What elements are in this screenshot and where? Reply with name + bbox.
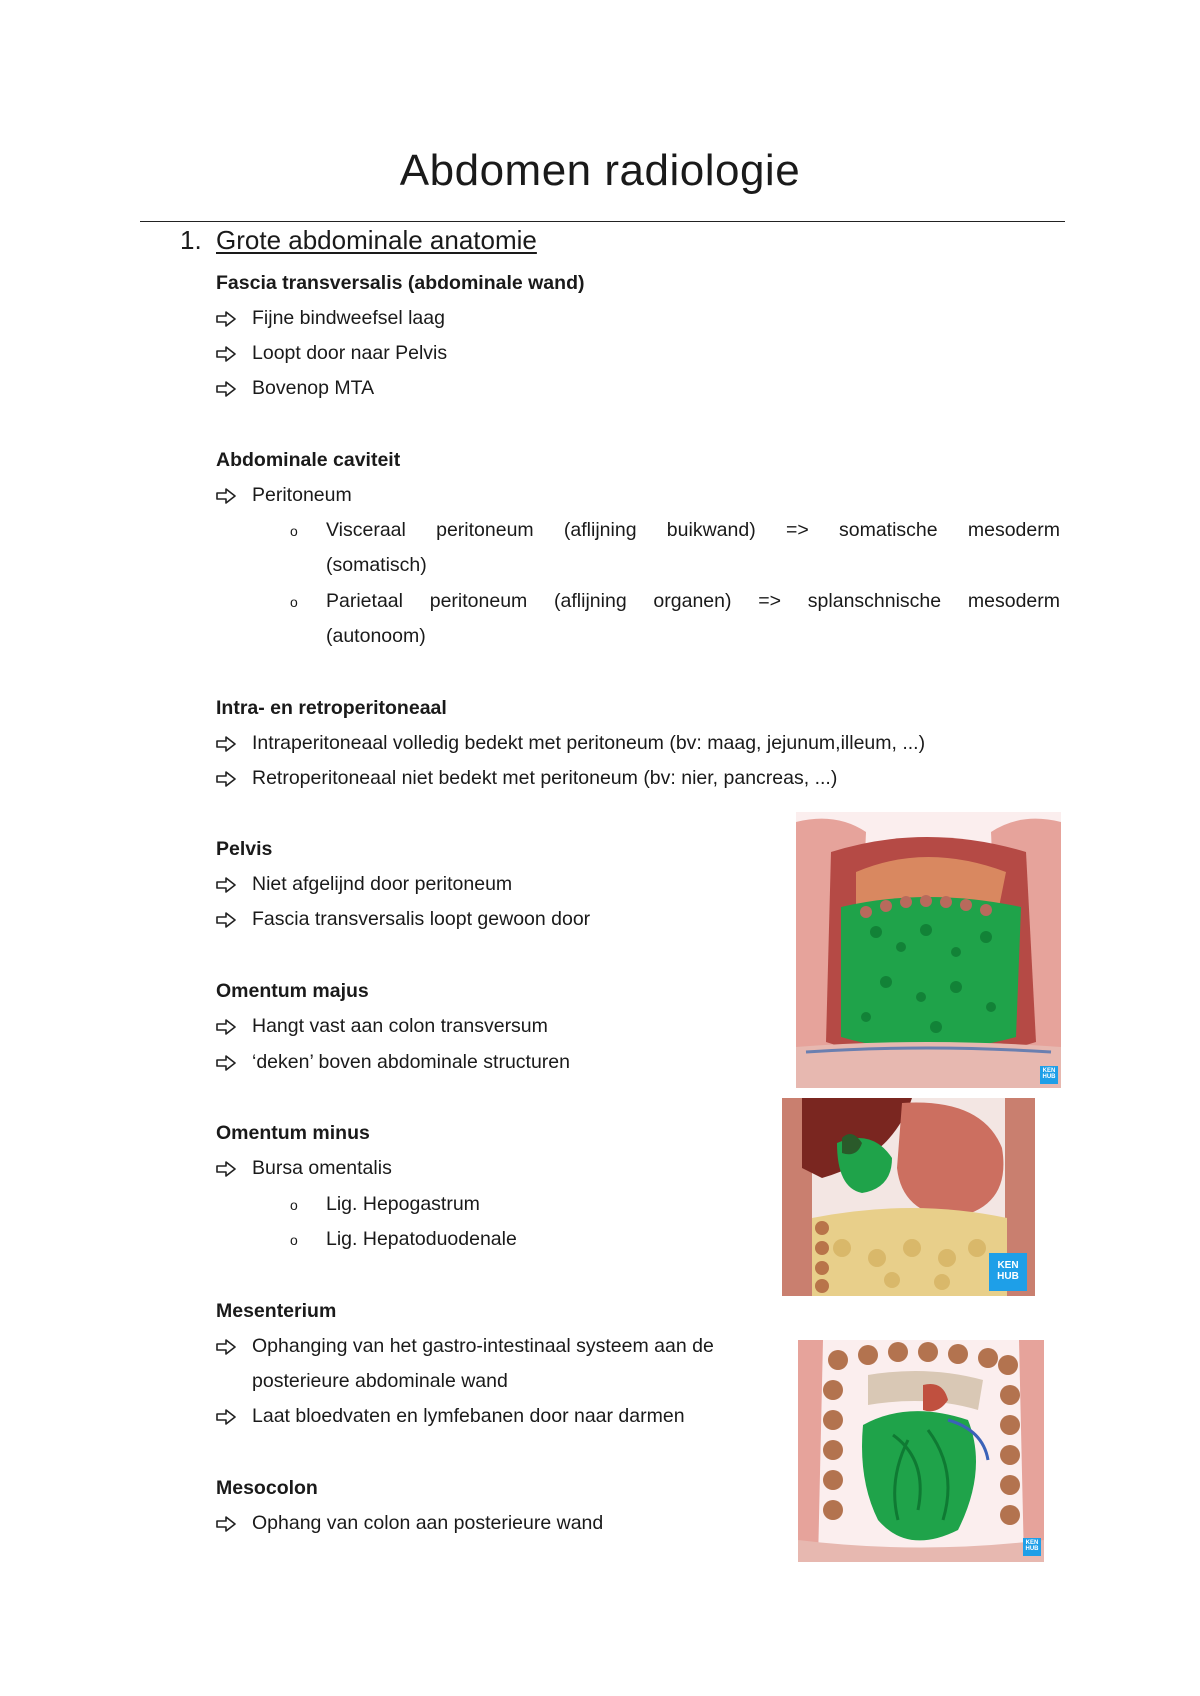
- list-item: Retroperitoneaal niet bedekt met peritoneum (bv: nier, pancreas, ...): [216, 765, 837, 791]
- bullet-circle-icon: o: [290, 1196, 298, 1213]
- subheading-omentum-minus: Omentum minus: [216, 1122, 370, 1144]
- subheading-intra: Intra- en retroperitoneaal: [216, 697, 447, 719]
- figure-mesenterium: [798, 1340, 1044, 1562]
- subheading-fascia: Fascia transversalis (abdominale wand): [216, 272, 585, 294]
- anatomy-illustration-mesenterium: [798, 1340, 1044, 1562]
- kenhub-logo: KEN HUB: [989, 1253, 1027, 1291]
- list-item: Intraperitoneaal volledig bedekt met peritoneum (bv: maag, jejunum,illeum, ...): [216, 730, 925, 756]
- arrow-right-icon: [216, 1339, 252, 1355]
- section-title: Grote abdominale anatomie: [216, 225, 537, 255]
- figure-omentum-minus: [782, 1098, 1035, 1296]
- sub-list-item-continued: (somatisch): [326, 554, 427, 576]
- sub-list-item: o Lig. Hepogastrum: [290, 1191, 480, 1218]
- figure-omentum-majus: [796, 812, 1061, 1088]
- subheading-mesenterium: Mesenterium: [216, 1300, 337, 1322]
- subheading-pelvis: Pelvis: [216, 838, 273, 860]
- section-heading: [180, 225, 537, 256]
- arrow-right-icon: [216, 1161, 252, 1177]
- anatomy-illustration-omentum-majus: [796, 812, 1061, 1088]
- arrow-right-icon: [216, 381, 252, 397]
- list-item: Loopt door naar Pelvis: [216, 340, 447, 366]
- arrow-right-icon: [216, 771, 252, 787]
- sub-list-item: o Visceraal peritoneum (aflijning buikwand) => somatische mesoderm: [290, 517, 1060, 544]
- list-item: Peritoneum: [216, 482, 352, 508]
- subheading-mesocolon: Mesocolon: [216, 1477, 318, 1499]
- arrow-right-icon: [216, 346, 252, 362]
- sub-list-item: o Lig. Hepatoduodenale: [290, 1226, 517, 1253]
- arrow-right-icon: [216, 488, 252, 504]
- section-number: 1.: [180, 225, 202, 255]
- list-item: Niet afgelijnd door peritoneum: [216, 871, 512, 897]
- arrow-right-icon: [216, 877, 252, 893]
- list-item: Ophanging van het gastro-intestinaal systeem aan de: [216, 1333, 714, 1359]
- arrow-right-icon: [216, 1516, 252, 1532]
- list-item: Hangt vast aan colon transversum: [216, 1013, 548, 1039]
- list-item: Fascia transversalis loopt gewoon door: [216, 906, 590, 932]
- list-item: Laat bloedvaten en lymfebanen door naar darmen: [216, 1403, 685, 1429]
- bullet-circle-icon: o: [290, 593, 298, 610]
- page-title: Abdomen radiologie: [399, 146, 801, 195]
- title-underline: [140, 221, 1065, 222]
- list-item: Bovenop MTA: [216, 375, 374, 401]
- bullet-circle-icon: o: [290, 1231, 298, 1248]
- sub-list-item: o Parietaal peritoneum (aflijning organen) => splanschnische mesoderm: [290, 588, 1060, 615]
- list-item: Bursa omentalis: [216, 1155, 392, 1181]
- arrow-right-icon: [216, 1409, 252, 1425]
- kenhub-logo: KEN HUB: [1040, 1066, 1058, 1084]
- list-item: ‘deken’ boven abdominale structuren: [216, 1049, 570, 1075]
- subheading-caviteit: Abdominale caviteit: [216, 449, 401, 471]
- arrow-right-icon: [216, 1019, 252, 1035]
- kenhub-logo: KEN HUB: [1023, 1538, 1041, 1556]
- arrow-right-icon: [216, 311, 252, 327]
- list-item: Fijne bindweefsel laag: [216, 305, 445, 331]
- list-item: Ophang van colon aan posterieure wand: [216, 1510, 603, 1536]
- sub-list-item-continued: (autonoom): [326, 625, 426, 647]
- bullet-circle-icon: o: [290, 522, 298, 539]
- arrow-right-icon: [216, 1055, 252, 1071]
- list-item-continued: posterieure abdominale wand: [252, 1370, 508, 1392]
- subheading-omentum-majus: Omentum majus: [216, 980, 369, 1002]
- arrow-right-icon: [216, 912, 252, 928]
- arrow-right-icon: [216, 736, 252, 752]
